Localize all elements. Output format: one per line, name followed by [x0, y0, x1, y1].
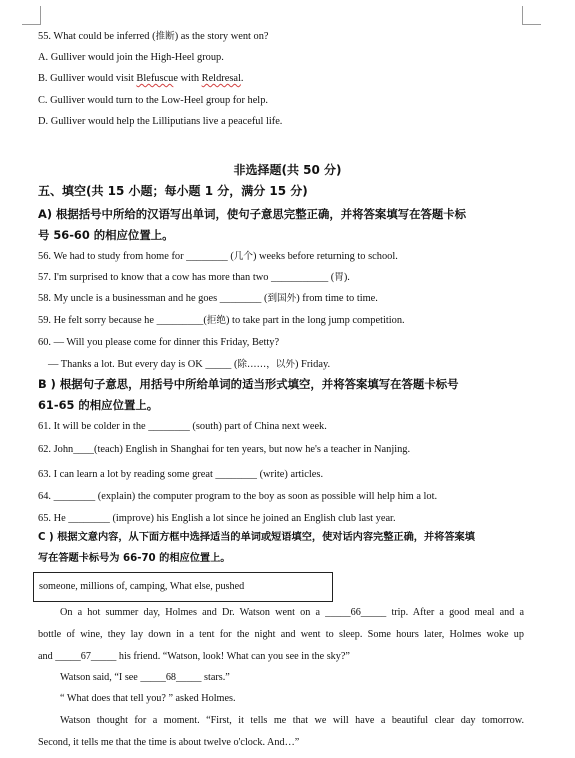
q55-option-a: A. Gulliver would join the High-Heel group. [38, 52, 224, 63]
q63: 63. I can learn a lot by reading some great ________ (write) articles. [38, 469, 324, 480]
q55-option-d: D. Gulliver would help the Lilliputians live a peaceful life. [38, 116, 283, 127]
passage-p4-line2: Second, it tells me that the time is about twelve o'clock. And…” [38, 737, 300, 748]
partB-instruction-line1: B ) 根据句子意思，用括号中所给单词的适当形式填空，并将答案填写在答题卡标号 [38, 377, 459, 391]
section5-title: 五、填空(共 15 小题；每小题 1 分，满分 15 分) [38, 184, 308, 198]
q60-line2: — Thanks a lot. But every day is OK _____ (除……，以外) Friday. [48, 359, 331, 370]
partB-instruction-line2: 61-65 的相应位置上。 [38, 398, 159, 412]
q64: 64. ________ (explain) the computer program to the boy as soon as possible will help him a lot. [38, 491, 438, 502]
q57: 57. I'm surprised to know that a cow has more than two ___________ (胃). [38, 272, 350, 283]
passage-p4-line1: Watson thought for a moment. “First, it tells me that we will have a beautiful clear day tomorrow. [60, 715, 524, 726]
passage-p2: Watson said, “I see _____68_____ stars.” [60, 672, 230, 683]
q65: 65. He ________ (improve) his English a lot since he joined an English club last year. [38, 513, 396, 524]
part-title: 非选择题(共 50 分) [233, 163, 342, 177]
passage-p1-line2: bottle of wine, they lay down in a tent for the night and went to sleep. Some hours later, Holmes woke up [38, 629, 524, 640]
passage-p3: “ What does that tell you? ” asked Holmes. [60, 693, 236, 704]
q55-stem: 55. What could be inferred (推断) as the story went on? [38, 31, 269, 42]
q62: 62. John____(teach) English in Shanghai for ten years, but now he's a teacher in Nanjing. [38, 444, 411, 455]
crop-mark-top-left [22, 6, 41, 25]
crop-mark-top-right [522, 6, 541, 25]
q59: 59. He felt sorry because he _________(拒绝) to take part in the long jump competition. [38, 315, 405, 326]
q56: 56. We had to study from home for ________ (几个) weeks before returning to school. [38, 251, 398, 262]
partC-instruction-line2: 写在答题卡标号为 66-70 的相应位置上。 [38, 553, 231, 564]
q58: 58. My uncle is a businessman and he goes ________ (到国外) from time to time. [38, 293, 378, 304]
partC-instruction-line1: C ) 根据文意内容，从下面方框中选择适当的单词或短语填空，使对话内容完整正确，并将答案填 [38, 532, 475, 543]
passage-p1-line3: and _____67_____ his friend. “Watson, look! What can you see in the sky?” [38, 651, 350, 662]
q60-line1: 60. — Will you please come for dinner this Friday, Betty? [38, 337, 280, 348]
partA-instruction-line1: A) 根据括号中所给的汉语写出单词，使句子意思完整正确，并将答案填写在答题卡标 [38, 207, 467, 221]
passage-p1-line1: On a hot summer day, Holmes and Dr. Watson went on a _____66_____ trip. After a good meal and a [60, 607, 524, 618]
q55-option-b: B. Gulliver would visit Blefuscue with Reldresal. [38, 73, 244, 84]
word-choice-box: someone, millions of, camping, What else, pushed [33, 572, 333, 602]
q55-option-c: C. Gulliver would turn to the Low-Heel group for help. [38, 95, 268, 106]
q61: 61. It will be colder in the ________ (south) part of China next week. [38, 421, 327, 432]
partA-instruction-line2: 号 56-60 的相应位置上。 [38, 228, 174, 242]
